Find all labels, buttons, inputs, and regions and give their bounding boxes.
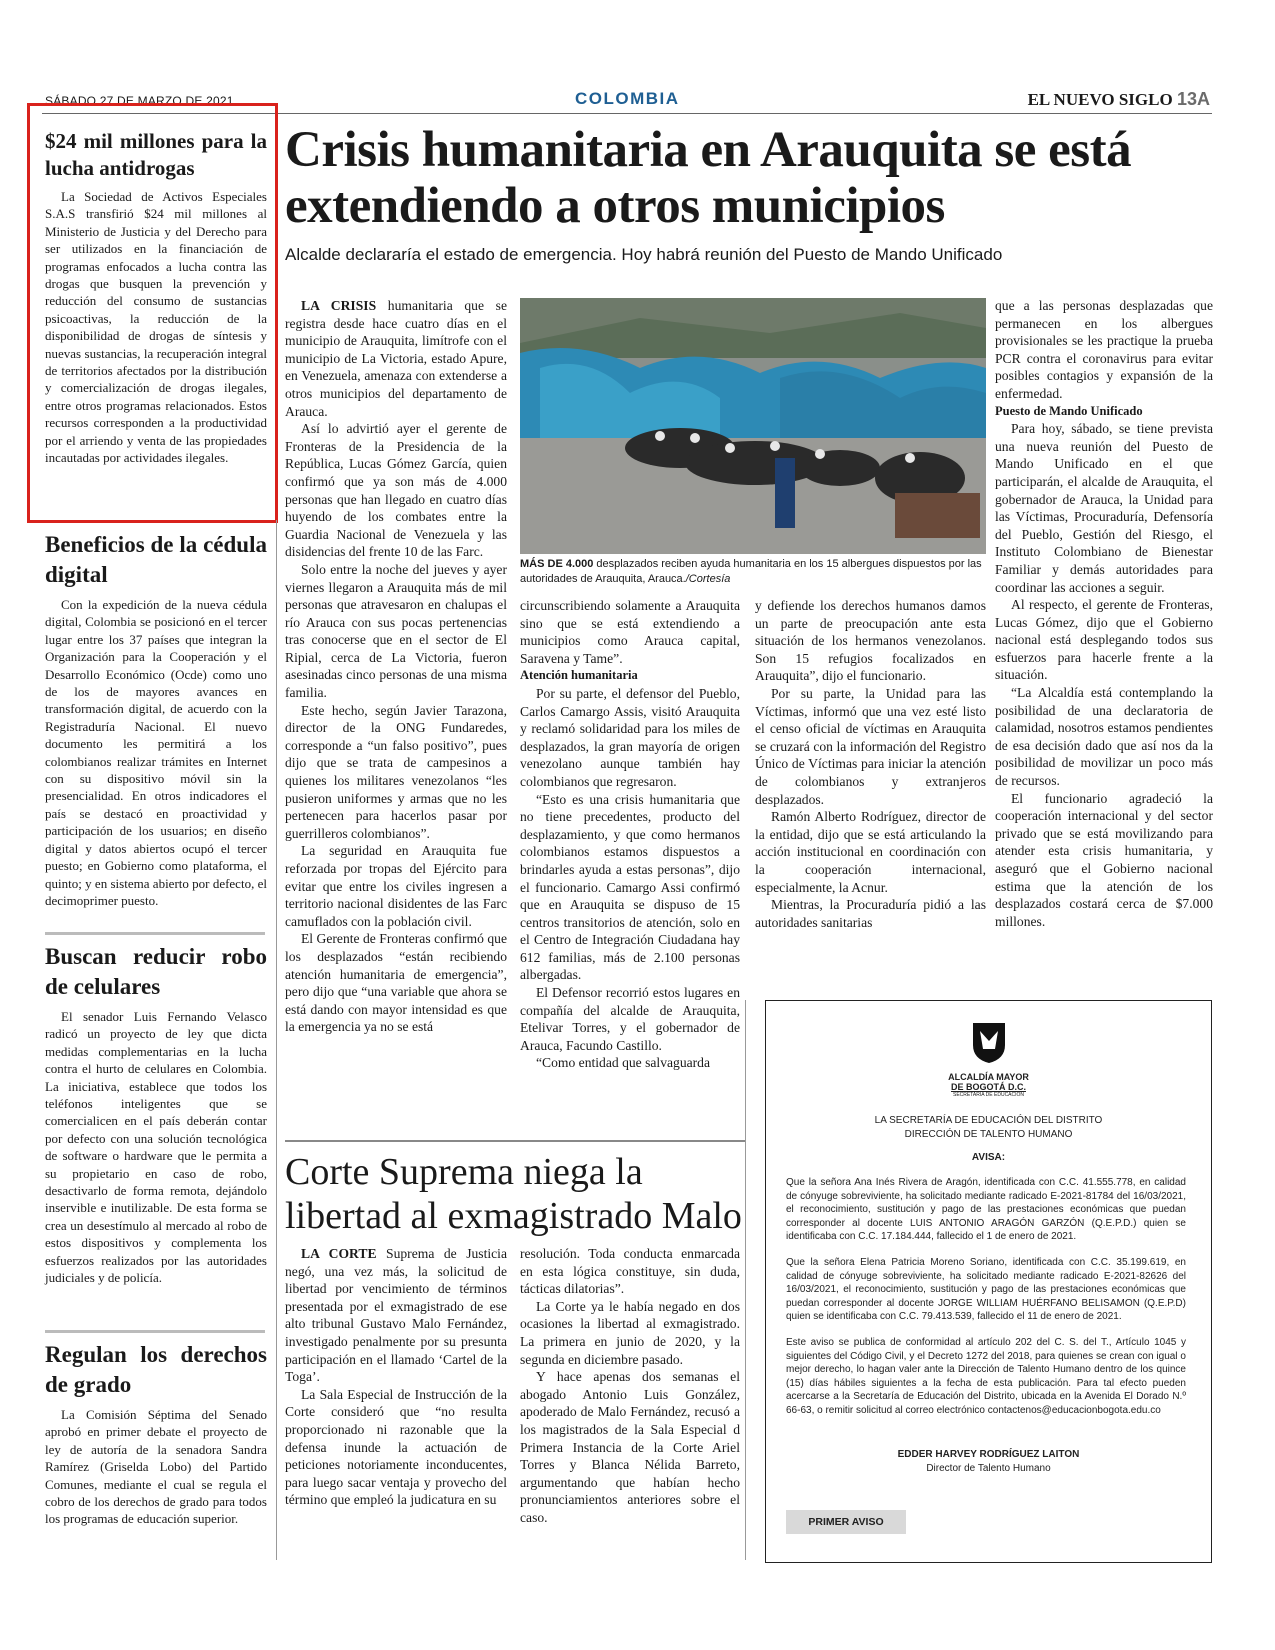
brief-body: La Comisión Séptima del Senado aprobó en primer debate el proyecto de ley de autoría de la senadora Sandra Ramírez (Griselda Lobo) del Partido Comunes, mediante el cual se regula el cobro de los derechos de grado para todos los programas de educación superior. [45, 1407, 267, 1527]
paragraph-text: “Como entidad que salvaguarda [536, 1055, 711, 1071]
paragraph [520, 984, 740, 1054]
paragraph-text: La seguridad en Arauquita fue reforzada por tropas del Ejército para evitar que entre los civiles ingresen a territorio nacional disidentes de las Farc camuflados con la población civil. [285, 843, 507, 929]
brief-celulares [45, 942, 267, 1287]
paragraph-text: La Corte ya le había negado en dos ocasiones la libertad al exmagistrado. La primera en junio de 2020, y la segunda en diciembre pasado. [520, 1298, 740, 1367]
paragraph-text: humanitaria que se registra desde hace cuatro días en el municipio de Arauquita, limítrofe con el municipio de La Victoria, estado Apure, en Venezuela, amenaza con extenderse a otros municipios del departamento de Arauca. [285, 298, 507, 419]
paragraph [995, 420, 1213, 596]
brief-body: La Sociedad de Activos Especiales S.A.S transfirió $24 mil millones al Ministerio de Justicia y del Derecho para ser utilizados en la financiación de programas enfocados a lucha contra las drogas que busquen la prevención y reducción del consumo de sustancias psicoactivas, la reducción de la disponibilidad de drogas de síntesis y nuevas sustancias, la recuperación integral de territorios afectados por la distribución y comercialización de drogas ilegales, entre otros programas relacionados. Estos recursos corresponden a la productividad por el arriendo y venta de las propiedades incautadas por actividades ilegales. [45, 189, 267, 466]
column-rule [745, 1000, 746, 1560]
paragraph [755, 896, 986, 931]
brief-body: Con la expedición de la nueva cédula digital, Colombia se posicionó en el tercer lugar entre los 37 países que integran la Organización para la Cooperación y el Desarrollo Económico (Ocde) como uno de los de mayores avances en transformación digital, de acuerdo con la Registraduría Nacional. El nuevo documento les permitirá a los colombianos realizar trámites en Internet con su dispositivo móvil sin la presencialidad. En otros indicadores el país se destacó en proactividad y participación de los usuarios; en diseño digital y datos abiertos ocupó el tercer puesto; en Gobierno como plataforma, el quinto; y en sistema abierto por defecto, el decimoprimer puesto. [45, 597, 267, 908]
paragraph [995, 684, 1213, 790]
caption-lead: MÁS DE 4.000 [520, 558, 594, 570]
second-headline: Corte Suprema niega la libertad al exmagistrado Malo [285, 1151, 742, 1237]
paragraph [285, 1245, 507, 1386]
subhead: Atención humanitaria [520, 668, 638, 683]
notice-issuer [766, 1114, 1211, 1165]
notice-paragraph-1: Que la señora Ana Inés Rivera de Aragón, identificada con C.C. 41.555.778, en calidad de cónyuge sobreviviente, ha solicitado mediante radicado E-2021-81784 del 16/03/2021, el reconocimiento, sustitución y pago de las prestaciones económicas que puedan corresponder al docente LUIS ANTONIO ARAGÓN GARZÓN (Q.E.P.D.) quien se identificaba con C.C. 17.184.444, fallecido el 1 de enero de 2021. [786, 1177, 1186, 1243]
paragraph [995, 790, 1213, 931]
main-col-3 [755, 597, 986, 931]
first-notice-badge: PRIMER AVISO [786, 1510, 906, 1534]
paragraph-text: El Gerente de Fronteras confirmó que los desplazados “están recibiendo atención humanitaria de emergencia”, pero dijo que “una variable que ahora se está dando con mayor intensidad es que la emergencia ya no se está [285, 931, 507, 1035]
paragraph [285, 297, 507, 420]
paragraph-text: El funcionario agradeció la cooperación internacional y del sector privado que se está movilizando para atender esta crisis humanitaria, y aseguró que el Gobierno nacional estima que la atención de los desplazados costará cerca de $7.000 millones. [995, 790, 1213, 929]
paragraph [520, 1245, 740, 1298]
paragraph [520, 1054, 740, 1072]
paragraph-text: y defiende los derechos humanos damos un parte de preocupación ante esta situación de los hermanos venezolanos. Son 15 refugios focalizados en Arauquita”, dijo el funcionario. [755, 598, 986, 684]
brief-title: Beneficios de la cédula digital [45, 532, 267, 587]
main-col-4 [995, 297, 1213, 930]
brief-title: Buscan reducir robo de celulares [45, 944, 267, 999]
issuer-line-1: LA SECRETARÍA DE EDUCACIÓN DEL DISTRITO [874, 1115, 1103, 1126]
publication-name: EL NUEVO SIGLO [1027, 90, 1173, 109]
paragraph-text: Ramón Alberto Rodríguez, director de la entidad, dijo que se está articulando la acción institucional en coordinación con la cooperación internacional, especialmente, la Acnur. [755, 809, 986, 895]
paragraph [520, 1298, 740, 1368]
brief-cedula [45, 530, 267, 909]
main-col-2 [520, 597, 740, 1072]
paragraph-text: El Defensor recorrió estos lugares en compañía del alcalde de Arauquita, Etelivar Torres, y el gobernador de Arauca, Facundo Castillo. [520, 985, 740, 1053]
main-deck: Alcalde declararía el estado de emergencia. Hoy habrá reunión del Puesto de Mando Unificado [285, 245, 1003, 264]
paragraph-text: que a las personas desplazadas que permanecen en los albergues provisionales se les practique la prueba PCR contra el coronavirus para evitar posibles contagios y expansión de la enfermedad. [995, 298, 1213, 401]
second-col-1 [285, 1245, 507, 1509]
paragraph [755, 597, 986, 685]
paragraph [755, 685, 986, 808]
brief-title: Regulan los derechos de grado [45, 1342, 267, 1397]
issuer-line-2: DIRECCIÓN DE TALENTO HUMANO [904, 1128, 1073, 1140]
logo-line-2: DE BOGOTÁ D.C. [950, 1081, 1026, 1092]
brief-body: El senador Luis Fernando Velasco radicó un proyecto de ley que dicta medidas complementarias en la lucha contra el hurto de celulares en Colombia. La iniciativa, establece que todos los teléfonos inteligentes que se comercialicen en el país deberán contar por defecto con una solución tecnológica de software o hardware que le permita a su propietario en caso de robo, desactivarlo de forma remota, dejándolo inservible e inutilizable. De esta forma se crea un desestímulo al mercado al robo de estos dispositivos y complementa los esfuerzos realizados por las autoridades judiciales y de policía. [45, 1009, 267, 1286]
publication-masthead [1028, 89, 1210, 110]
page-number: 13A [1176, 89, 1210, 109]
paragraph-text: “Esto es una crisis humanitaria que no tiene precedentes, producto del desplazamiento, y que como hermanos colombianos estamos dispuestos a brindarles ayuda a estas personas”, dijo el funcionario. Camargo Assi confirmó que en Arauquita se dispuso de 15 centros transitorios de atención, solo en el Centro de Integración Ciudadana hay 612 familias, más de 2.100 personas albergadas. [520, 791, 740, 983]
main-headline: Crisis humanitaria en Arauquita se está extendiendo a otros municipios [285, 122, 1132, 234]
logo-line-1: ALCALDÍA MAYOR [948, 1071, 1029, 1082]
divider [285, 1140, 745, 1142]
paragraph-text: Suprema de Justicia negó, una vez más, la solicitud de libertad por vencimiento de términos presentada por el exmagistrado de ese alto tribunal Gustavo Malo Fernández, investigado penalmente por su presunta participación en el llamado ‘Cartel de la Toga’. [285, 1246, 507, 1385]
paragraph [755, 808, 986, 896]
paragraph-text: Y hace apenas dos semanas el abogado Antonio Luis González, apoderado de Malo Fernández, recusó a los magistrados de la Sala Especial d Primera Instancia de la Corte Ariel Torres y Blanca Nélida Barreto, argumentando que habían hecho pronunciamientos anteriores sobre el caso. [520, 1369, 740, 1525]
notice-avisa: AVISA: [971, 1152, 1006, 1164]
brief-antidrogas [45, 128, 267, 467]
paragraph [520, 597, 740, 667]
paragraph [995, 596, 1213, 684]
paragraph-text: Para hoy, sábado, se tiene prevista una nueva reunión del Puesto de Mando Unificado en el que participarán, el alcalde de Arauquita, el gobernador de Arauca, la Unidad para las Víctimas, Procuraduría, Defensoría del Pueblo, Gestión del Riesgo, el Instituto Colombiano de Bienestar Familiar y demás autoridades para coordinar las acciones a seguir. [995, 421, 1213, 595]
bogota-shield-icon [969, 1021, 1009, 1065]
paragraph [520, 685, 740, 791]
page-date: SÁBADO 27 DE MARZO DE 2021 [45, 94, 234, 108]
shelter-photo-graphic [520, 298, 986, 554]
shelter-photo [520, 298, 986, 554]
paragraph [285, 1386, 507, 1509]
paragraph-text: Solo entre la noche del jueves y ayer viernes llegaron a Arauquita más de mil personas que atravesaron en chalupas el río Arauca con sus pocas pertenencias tras conocerse que en el sector de El Ripial, cerca de La Victoria, fueron asesinadas cinco personas de una misma familia. [285, 561, 507, 701]
paragraph-text: La Sala Especial de Instrucción de la Corte consideró que “no resulta proporcionado ni razonable que la defensa inunde la actuación de peticiones notoriamente inconducentes, para luego sacar ventaja y provecho del término que empleó la judicatura en su [285, 1386, 507, 1508]
paragraph [285, 702, 507, 843]
logo-line-3: SECRETARÍA DE EDUCACIÓN [952, 1091, 1025, 1098]
divider [45, 1330, 265, 1333]
second-col-2 [520, 1245, 740, 1527]
lead-in: LA CORTE [301, 1246, 377, 1261]
signer-name: EDDER HARVEY RODRÍGUEZ LAITON [897, 1449, 1080, 1460]
paragraph [285, 420, 507, 561]
paragraph-text: Mientras, la Procuraduría pidió a las autoridades sanitarias [755, 897, 986, 930]
photo-caption [520, 557, 986, 586]
paragraph [285, 561, 507, 702]
brief-grado [45, 1340, 267, 1528]
main-col-1 [285, 297, 507, 1036]
caption-text: desplazados reciben ayuda humanitaria en los 15 albergues dispuestos por las autoridades de Arauquita, Arauca. [520, 558, 982, 585]
paragraph [520, 1368, 740, 1526]
divider [45, 932, 265, 935]
signer-title: Director de Talento Humano [926, 1462, 1051, 1474]
paragraph-text: Al respecto, el gerente de Fronteras, Lucas Gómez, dijo que el Gobierno nacional está desplegando todos sus esfuerzos para hacerle frente a la situación. [995, 597, 1213, 683]
section-name: COLOMBIA [575, 89, 680, 108]
paragraph-text: circunscribiendo solamente a Arauquita sino que se está extendiendo a municipios como Arauca capital, Saravena y Tame”. [520, 598, 740, 666]
column-rule [276, 520, 277, 1560]
paragraph [285, 930, 507, 1036]
notice-signature [766, 1448, 1211, 1475]
subhead: Puesto de Mando Unificado [995, 403, 1143, 418]
paragraph-text: Así lo advirtió ayer el gerente de Fronteras de la Presidencia de la República, Lucas Gómez García, quien confirmó que ya son más de 4.000 personas que han llegado en cuatro días huyendo de los combates entre la Guardia Nacional de Venezuela y las disidencias del frente 10 de las Farc. [285, 421, 507, 560]
caption-credit: /Cortesía [685, 572, 731, 585]
paragraph [285, 842, 507, 930]
notice-paragraph-3: Este aviso se publica de conformidad al artículo 202 del C. S. del T., Artículo 1045 y siguientes del Código Civil, y el Decreto 1272 del 2018, para quienes se crean con igual o mejor derecho, lo hagan valer ante la Dirección de Talento Humano dentro de los quince (15) días hábiles siguientes a la fecha de esta publicación. Para tal efecto pueden acercarse a la Secretaría de Educación del Distrito, ubicada en la Avenida El Dorado N.º 66-63, o remitir solicitud al correo electrónico contactenos@educacionbogota.edu.co [786, 1336, 1186, 1416]
brief-title: $24 mil millones para la lucha antidrogas [45, 129, 267, 180]
notice-logo [766, 1021, 1211, 1099]
paragraph-text: resolución. Toda conducta enmarcada en esta lógica constituye, sin duda, tácticas dilatorias”. [520, 1246, 740, 1297]
paragraph-text: “La Alcaldía está contemplando la posibilidad de una declaratoria de calamidad, nosotros estamos pendientes de esa decisión dado que así nos da la posibilidad de movilizar un poco más de recursos. [995, 685, 1213, 789]
paragraph-text: Por su parte, la Unidad para las Víctimas, informó que una vez esté listo el censo oficial de víctimas en Arauquita se cruzará con la información del Registro Único de Víctimas para iniciar la atención de colombianos y extranjeros desplazados. [755, 685, 986, 807]
paragraph [995, 297, 1213, 403]
paragraph-text: Por su parte, el defensor del Pueblo, Carlos Camargo Assis, visitó Arauquita y reclamó solidaridad para los miles de desplazados, la gran mayoría de origen venezolano aunque también hay colombianos que regresaron. [520, 685, 740, 789]
paragraph-text: Este hecho, según Javier Tarazona, director de la ONG Fundaredes, corresponde a “un falso positivo”, pues dijo que se trata de campesinos a quienes los militares venezolanos “les pusieron uniformes y armas que no les pertenecen para hacerlos pasar por guerrilleros colombianos”. [285, 702, 507, 841]
notice-body [786, 1176, 1186, 1418]
paragraph [520, 791, 740, 985]
public-notice [765, 1000, 1212, 1563]
notice-paragraph-2: Que la señora Elena Patricia Moreno Soriano, identificada con C.C. 35.199.619, en calidad de cónyuge sobreviviente, ha solicitado mediante radicado E-2021-82626 del 16/03/2021, el reconocimiento, sustitución y pago de las prestaciones económicas que puedan corresponder al docente JORGE WILLIAM HUÉRFANO BELISAMON (Q.E.P.D) quien se identificaba con C.C. 79.413.539, fallecido el 11 de enero de 2021. [786, 1256, 1186, 1323]
lead-in: LA CRISIS [301, 298, 377, 313]
